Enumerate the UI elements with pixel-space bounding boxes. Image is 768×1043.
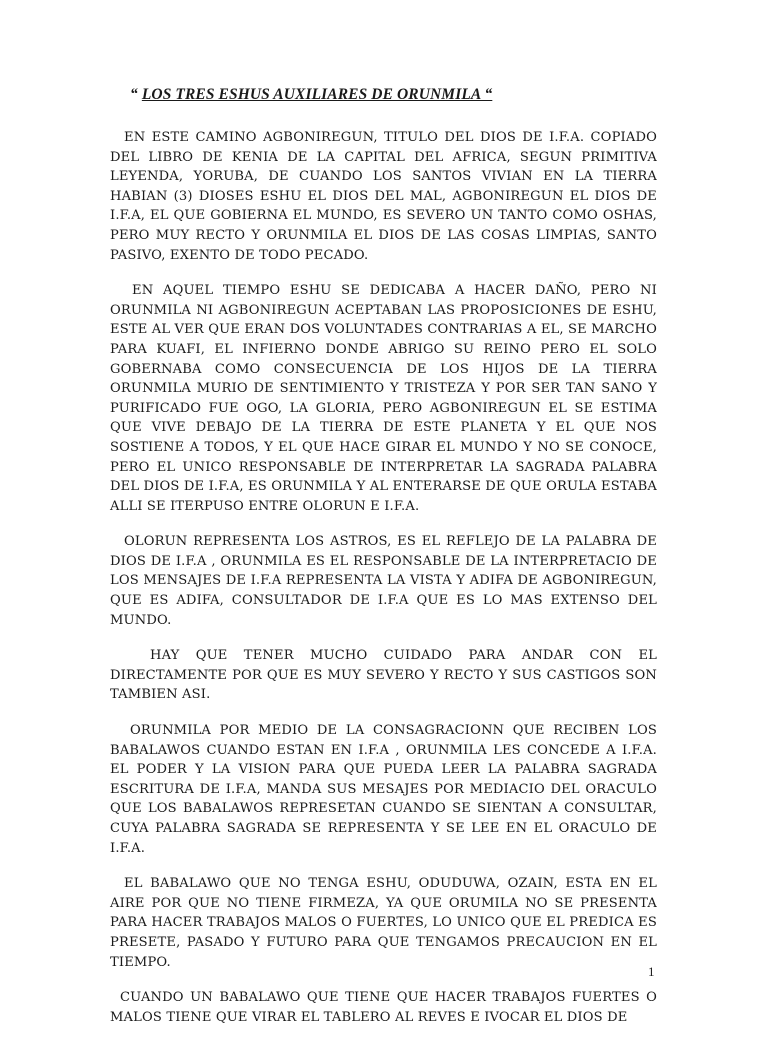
paragraph-5: ORUNMILA POR MEDIO DE LA CONSAGRACIONN QUE RECIBEN LOS BABALAWOS CUANDO ESTAN EN I.F.A , ORUNMILA LES CONCEDE A I.F.A. EL PODER Y LA VISION PARA QUE PUEDA LEER LA PALABRA SAGRADA ESCRITURA DE I.F.A, MANDA SUS MESAJES POR MEDIACIO DEL ORACULO QUE LOS BABALAWOS REPRESETAN CUANDO SE SIENTAN A CONSULTAR, CUYA PALABRA SAGRADA SE REPRESENTA Y SE LEE EN EL ORACULO DE I.F.A. (110, 723, 657, 856)
page-number: 1 (648, 964, 655, 979)
document-page (110, 86, 657, 1043)
document-title (130, 86, 657, 104)
paragraph-4: HAY QUE TENER MUCHO CUIDADO PARA ANDAR CON EL DIRECTAMENTE POR QUE ES MUY SEVERO Y RECTO Y SUS CASTIGOS SON TAMBIEN ASI. (110, 648, 657, 703)
paragraph-1: EN ESTE CAMINO AGBONIREGUN, TITULO DEL DIOS DE I.F.A. COPIADO DEL LIBRO DE KENIA DE LA CAPITAL DEL AFRICA, SEGUN PRIMITIVA LEYENDA, YORUBA, DE CUANDO LOS SANTOS VIVIAN EN LA TIERRA HABIAN (3) DIOSES ESHU EL DIOS DEL MAL, AGBONIREGUN EL DIOS DE I.F.A, EL QUE GOBIERNA EL MUNDO, ES SEVERO UN TANTO COMO OSHAS, PERO MUY RECTO Y ORUNMILA EL DIOS DE LAS COSAS LIMPIAS, SANTO PASIVO, EXENTO DE TODO PECADO. (110, 130, 657, 263)
title-text: LOS TRES ESHUS AUXILIARES DE ORUNMILA “ (141, 86, 493, 103)
paragraph-7: CUANDO UN BABALAWO QUE TIENE QUE HACER TRABAJOS FUERTES O MALOS TIENE QUE VIRAR EL TABLERO AL REVES E IVOCAR EL DIOS DE (110, 990, 657, 1025)
title-open-quote: “ (130, 86, 138, 103)
paragraph-2: EN AQUEL TIEMPO ESHU SE DEDICABA A HACER DAÑO, PERO NI ORUNMILA NI AGBONIREGUN ACEPTABAN LAS PROPOSICIONES DE ESHU, ESTE AL VER QUE ERAN DOS VOLUNTADES CONTRARIAS A EL, SE MARCHO PARA KUAFI, EL INFIERNO DONDE ABRIGO SU REINO PERO EL SOLO GOBERNABA COMO CONSECUENCIA DE LOS HIJOS DE LA TIERRA ORUNMILA MURIO DE SENTIMIENTO Y TRISTEZA Y POR SER TAN SANO Y PURIFICADO FUE OGO, LA GLORIA, PERO AGBONIREGUN EL SE ESTIMA QUE VIVE DEBAJO DE LA TIERRA DE ESTE PLANETA Y EL QUE NOS SOSTIENE A TODOS, Y EL QUE HACE GIRAR EL MUNDO Y NO SE CONOCE, PERO EL UNICO RESPONSABLE DE INTERPRETAR LA SAGRADA PALABRA DEL DIOS DE I.F.A, ES ORUNMILA Y AL ENTERARSE DE QUE ORULA ESTABA ALLI SE ITERPUSO ENTRE OLORUN E I.F.A. (110, 283, 657, 514)
paragraph-3: OLORUN REPRESENTA LOS ASTROS, ES EL REFLEJO DE LA PALABRA DE DIOS DE I.F.A , ORUNMILA ES EL RESPONSABLE DE LA INTERPRETACIO DE LOS MENSAJES DE I.F.A REPRESENTA LA VISTA Y ADIFA DE AGBONIREGUN, QUE ES ADIFA, CONSULTADOR DE I.F.A QUE ES LO MAS EXTENSO DEL MUNDO. (110, 534, 657, 628)
paragraph-6: EL BABALAWO QUE NO TENGA ESHU, ODUDUWA, OZAIN, ESTA EN EL AIRE POR QUE NO TIENE FIRMEZA, YA QUE ORUMILA NO SE PRESENTA PARA HACER TRABAJOS MALOS O FUERTES, LO UNICO QUE EL PREDICA ES PRESETE, PASADO Y FUTURO PARA QUE TENGAMOS PRECAUCION EN EL TIEMPO. (110, 876, 657, 970)
